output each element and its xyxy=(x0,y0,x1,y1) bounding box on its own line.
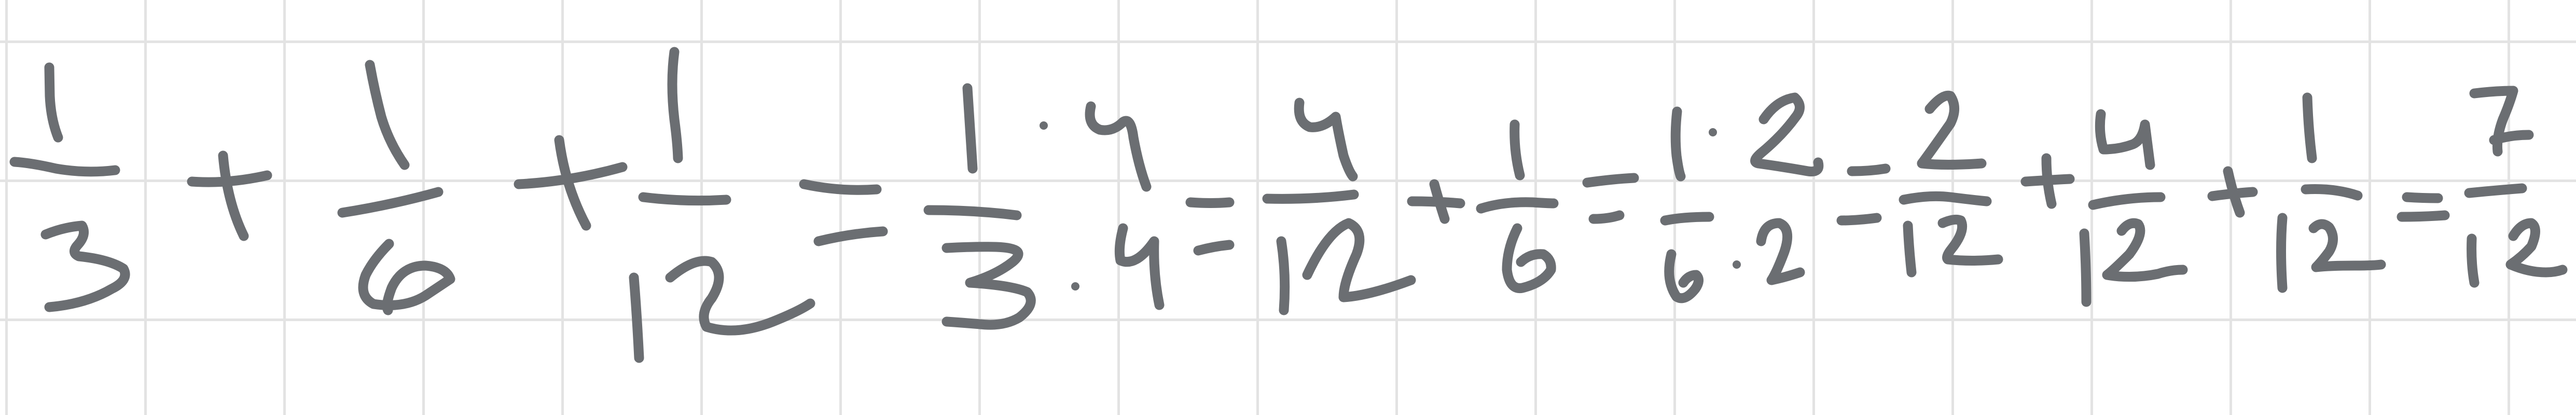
digit-4 xyxy=(2100,114,2150,165)
digit-2 xyxy=(2511,223,2563,272)
digit-1 xyxy=(634,278,639,358)
plus-sign xyxy=(192,156,267,236)
multiply-dot xyxy=(1071,282,1079,290)
equals-sign xyxy=(1587,178,1634,219)
multiply-dot xyxy=(1709,128,1717,136)
digit-6 xyxy=(363,244,450,310)
digit-1 xyxy=(49,67,58,137)
digit-1 xyxy=(2084,233,2086,302)
fraction-bar xyxy=(643,197,726,201)
fraction-bar xyxy=(2306,189,2358,196)
plus-sign xyxy=(2212,171,2253,213)
fraction-1-3 xyxy=(15,67,125,307)
equals-sign xyxy=(2402,197,2445,217)
fraction-bar xyxy=(2469,188,2522,193)
equals-sign xyxy=(1190,202,1229,251)
digit-2 xyxy=(2107,223,2183,276)
fraction-bar xyxy=(15,162,115,172)
fraction-1-12 xyxy=(634,52,810,358)
digit-2 xyxy=(1307,223,1411,297)
digit-2 xyxy=(1943,219,1998,260)
fraction-bar xyxy=(1267,195,1354,199)
digit-7 xyxy=(2474,91,2529,151)
fraction-4-12 xyxy=(1267,103,1411,310)
plus-sign xyxy=(1412,184,1460,219)
fraction-1x4-3x4 xyxy=(929,88,1159,325)
multiply-dot xyxy=(1733,260,1741,269)
fraction-bar xyxy=(1481,202,1554,209)
digit-1 xyxy=(370,65,405,165)
digit-1 xyxy=(2307,98,2312,158)
fraction-2-12 xyxy=(1904,95,1998,272)
fraction-bar xyxy=(2093,197,2160,205)
digit-4 xyxy=(1090,106,1146,187)
fraction-bar xyxy=(1665,217,1709,220)
fraction-4-12-second xyxy=(2084,114,2183,302)
plus-sign xyxy=(2026,158,2070,204)
fraction-1x2-6x2 xyxy=(1665,98,1819,298)
digit-2 xyxy=(2314,224,2381,267)
digit-4 xyxy=(1119,228,1159,305)
fraction-1-6 xyxy=(342,65,450,310)
fraction-7-12 xyxy=(2469,91,2563,283)
fraction-1-12-second xyxy=(2281,98,2381,288)
digit-6 xyxy=(1669,254,1699,298)
digit-1 xyxy=(2281,218,2283,288)
digit-6 xyxy=(1507,228,1551,288)
equals-sign xyxy=(804,184,883,241)
digit-1 xyxy=(1908,226,1912,272)
digit-4 xyxy=(1299,103,1353,176)
digit-3 xyxy=(46,226,125,307)
fraction-bar xyxy=(929,210,1017,215)
digit-2 xyxy=(670,261,810,330)
digit-1 xyxy=(1515,125,1520,175)
equals-sign xyxy=(1841,169,1886,220)
digit-1 xyxy=(672,52,678,158)
digit-2 xyxy=(1761,223,1800,280)
multiply-dot xyxy=(1040,121,1048,130)
digit-1 xyxy=(2472,239,2474,283)
plus-sign xyxy=(519,140,622,226)
fraction-bar xyxy=(1904,196,1987,201)
digit-1 xyxy=(1675,112,1681,176)
fraction-bar xyxy=(342,192,438,213)
digit-3 xyxy=(947,247,1031,325)
digit-2 xyxy=(1755,98,1819,172)
digit-1 xyxy=(1281,241,1285,310)
digit-2 xyxy=(1922,95,1982,164)
digit-1 xyxy=(967,88,973,169)
fraction-1-6-second xyxy=(1481,125,1554,288)
